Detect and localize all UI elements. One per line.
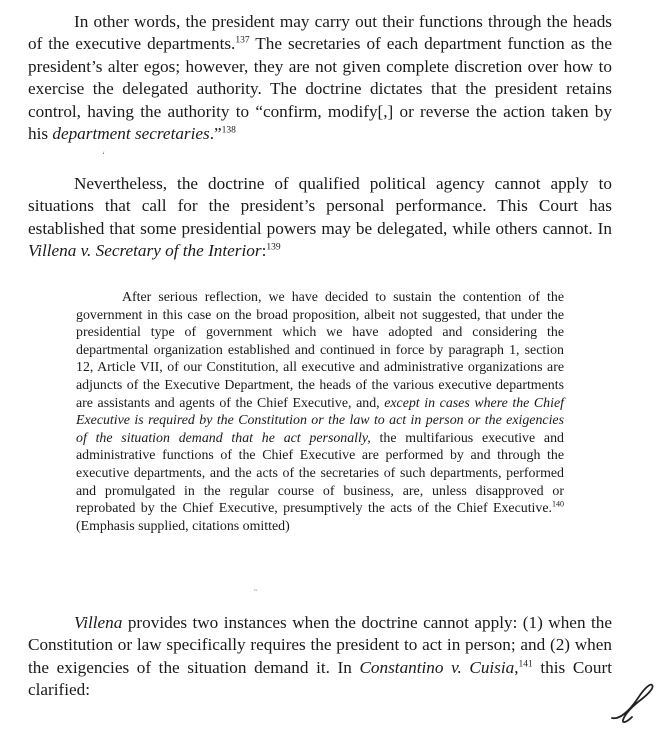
paragraph-text: In other words, the president may carry out their functions through the heads of the executive departments.	[28, 12, 612, 54]
quote-text: the multifarious executive and administrative functions of the Chief Executive are performed by and through the executive departments, and the acts of the secretaries of such departments, performed and promulgated in the regular course of business, are, unless disapproved or reprobated by the Chief Executive, presumptively the acts of the Chief Executive.	[76, 430, 564, 517]
case-citation: Villena	[74, 613, 123, 632]
paragraph-text: The secretaries of each department function as the president’s alter egos; however, they are not given complete discretion over how to exercise the delegated authority. The doctrine dictates that the president retains control, having the authority to “confirm, modify[,] or reverse the action taken by his	[28, 34, 612, 144]
initials-signature-icon	[608, 680, 658, 726]
paragraph-personal-performance	[28, 173, 612, 263]
paragraph-text: :	[261, 241, 267, 261]
paragraph-text: ,	[514, 657, 519, 677]
paragraph-text: Nevertheless, the doctrine of qualified political agency cannot apply to situations that call for the president’s personal performance. This Court has established that some presidential powers may be delegated, while others cannot. In	[28, 174, 612, 238]
quote-text: After serious reflection, we have decided to sustain the contention of the government in this case on the broad proposition, albeit not suggested, that under the presidential type of government which we have adopted and considering the departmental organization established and continued in force by paragraph 1, section 12, Article VII, of our Constitution, all executive and administrative organizations are adjuncts of the Executive Department, the heads of the various executive departments are assistants and agents of the Chief Executive, and,	[76, 290, 564, 411]
paragraph-text: this Court clarified:	[28, 657, 612, 700]
case-citation: Villena v. Secretary of the Interior	[28, 241, 262, 261]
case-citation: Constantino v. Cuisia	[359, 657, 515, 677]
footnote-ref: 140	[552, 499, 564, 509]
scan-speck: ˵	[254, 584, 257, 594]
footnote-ref: 139	[266, 242, 281, 253]
paragraph-italic: department secretaries	[52, 124, 210, 144]
paragraph-text: .”	[209, 124, 222, 144]
paragraph-qualified-agency	[28, 11, 612, 145]
scan-speck: ʻ	[102, 150, 105, 160]
footnote-ref: 137	[235, 35, 250, 46]
paragraph-two-instances	[28, 612, 612, 702]
footnote-ref: 138	[221, 125, 236, 136]
footnote-ref: 141	[518, 659, 533, 670]
block-quote	[76, 289, 564, 535]
paragraph-text: provides two instances when the doctrine cannot apply: (1) when the Constitution or law specifically requires the president to act in person; and (2) when the exigencies of the situation demand it. In	[28, 613, 612, 677]
quote-emphasis: except in cases where the Chief Executive is required by the Constitution or the law to act in person or the exigencies of the situation demand that he act personally,	[76, 395, 564, 446]
quote-text: (Emphasis supplied, citations omitted)	[76, 518, 290, 534]
